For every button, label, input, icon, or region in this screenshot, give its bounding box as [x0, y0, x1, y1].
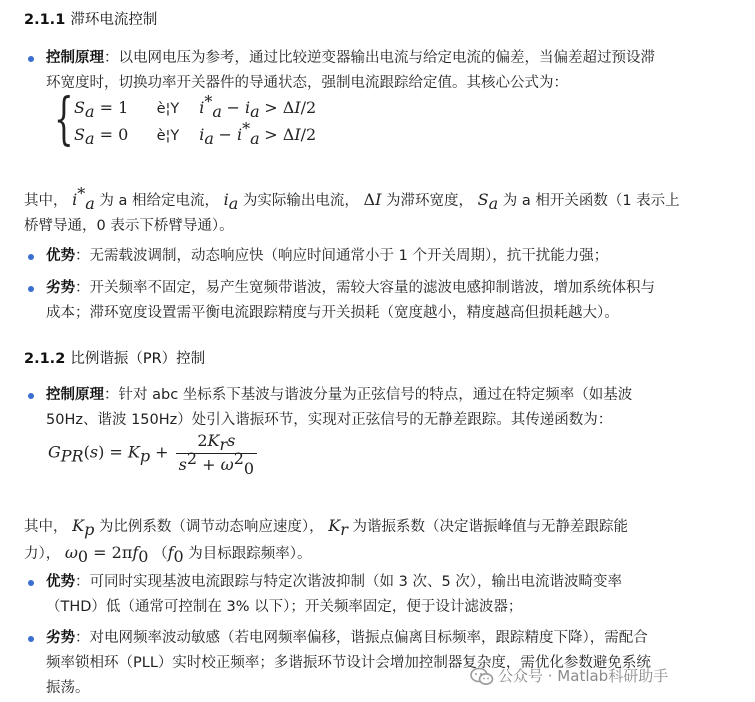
advantage-text-2: （THD）低（通常可控制在 3% 以下）；开关频率固定，便于设计滤波器；	[46, 599, 523, 615]
label-advantage: 优势	[46, 574, 75, 590]
paragraph-where-1: 其中， $i^*_a$ 为 a 相给定电流， $i_a$ 为实际输出电流， ΔI 为滞环宽度， $S_a$ 为 a 相开关函数（1 表示上 桥臂导通，0 表示下桥臂导通）。	[24, 184, 680, 234]
brace-glyph: {	[54, 87, 74, 152]
list-item-disadvantage-1	[24, 276, 724, 326]
list-item-advantage-1	[24, 244, 724, 269]
list-item-principle-1	[24, 46, 724, 96]
section-heading-2-1-2	[24, 347, 205, 372]
formula-cases	[54, 87, 474, 152]
fraction: $\frac{2K_rs}{s^2 + \omega^2_0}$	[176, 430, 257, 477]
principle-text-2: 50Hz、谐波 150Hz）处引入谐振环节，实现对正弦信号的无静差跟踪。其传递函数为：	[46, 412, 613, 428]
advantage-text: ：可同时实现基波电流跟踪与特定次谐波抑制（如 3 次、5 次），输出电流谐波畸变率	[75, 574, 623, 590]
label-principle: 控制原理	[46, 387, 104, 403]
label-principle: 控制原理	[46, 50, 104, 66]
wechat-icon	[470, 667, 494, 687]
garbled-text: è¦Y	[156, 128, 180, 144]
list-item-advantage-2	[24, 570, 724, 620]
advantage-text: ：无需载波调制，动态响应快（响应时间通常小于 1 个开关周期），抗干扰能力强；	[75, 248, 609, 264]
section-number: 2.1.2	[24, 351, 66, 367]
watermark	[470, 662, 668, 690]
paragraph-where-2: 其中， $K_p$ 为比例系数（调节动态响应速度）， $K_r$ 为谐振系数（决定谐振峰值与无静差跟踪能 力）， $\omega_0 = 2\pi f_0$ （$f_0$ 为目标跟踪频率）。	[24, 516, 628, 566]
case-row-2: $S_a = 0$ è¦Y $i_a - i^*_a > \Delta I/2$	[74, 119, 317, 148]
principle-text-2: 环宽度时，切换功率开关器件的导通状态，强制电流跟踪给定值。其核心公式为：	[46, 75, 568, 91]
section-title: 滞环电流控制	[70, 12, 158, 28]
section-heading-2-1-1	[24, 8, 157, 33]
principle-text: ：针对 abc 坐标系下基波与谐波分量为正弦信号的特点，通过在特定频率（如基波	[104, 387, 633, 403]
section-number: 2.1.1	[24, 12, 66, 28]
label-advantage: 优势	[46, 248, 75, 264]
disadvantage-text-3: 振荡。	[46, 680, 90, 696]
section-title: 比例谐振（PR）控制	[70, 351, 206, 367]
watermark-text: 公众号 · Matlab科研助手	[498, 667, 669, 685]
formula-pr-transfer: $G_{PR}(s) = K_p$ + $\frac{2K_rs}{s^2 + \omega^2_0}$	[48, 430, 348, 480]
case-row-1: $S_a = 1$ è¦Y $i^*_a - i_a > \Delta I/2$	[74, 92, 317, 121]
disadvantage-text-2: 频率锁相环（PLL）实时校正频率；多谐振环节设计会增加控制器复杂度，需优化参数避免系统	[46, 655, 651, 671]
label-disadvantage: 劣势	[46, 280, 75, 296]
principle-text: ：以电网电压为参考，通过比较逆变器输出电流与给定电流的偏差，当偏差超过预设滞	[104, 50, 655, 66]
garbled-text: è¦Y	[156, 101, 180, 117]
list-item-principle-2	[24, 383, 724, 433]
label-disadvantage: 劣势	[46, 630, 75, 646]
disadvantage-text: ：开关频率不固定，易产生宽频带谐波，需较大容量的滤波电感抑制谐波，增加系统体积与	[75, 280, 655, 296]
disadvantage-text: ：对电网频率波动敏感（若电网频率偏移，谐振点偏离目标频率，跟踪精度下降），需配合	[75, 630, 648, 646]
disadvantage-text-2: 成本；滞环宽度设置需平衡电流跟踪精度与开关损耗（宽度越小，精度越高但损耗越大）。	[46, 305, 619, 321]
